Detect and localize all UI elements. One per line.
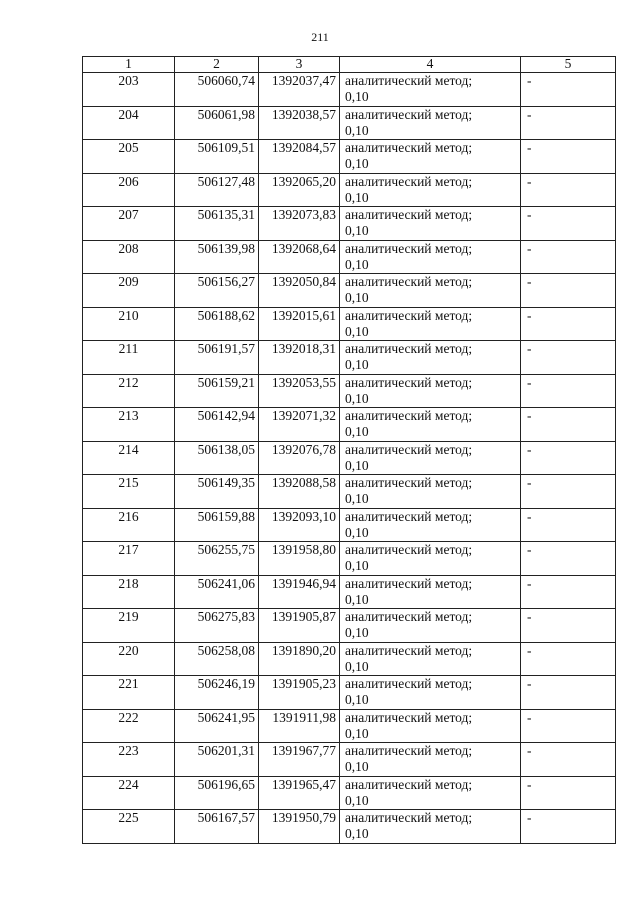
- precision-text: 0,10: [345, 658, 369, 674]
- x-coordinate-cell: 506258,08: [175, 642, 259, 676]
- precision-text: 0,10: [345, 189, 369, 205]
- x-coordinate-cell: 506275,83: [175, 609, 259, 643]
- y-coordinate-cell: 1392068,64: [259, 240, 340, 274]
- y-coordinate-cell: 1392065,20: [259, 173, 340, 207]
- method-cell: [340, 408, 521, 442]
- point-number-cell: 221: [83, 676, 175, 710]
- y-coordinate-cell: 1392050,84: [259, 274, 340, 308]
- method-cell: [340, 542, 521, 576]
- y-coordinate-cell: 1392018,31: [259, 341, 340, 375]
- precision-text: 0,10: [345, 725, 369, 741]
- x-coordinate-cell: 506196,65: [175, 776, 259, 810]
- note-cell: -: [521, 676, 616, 710]
- table-body: [83, 73, 616, 844]
- precision-text: 0,10: [345, 558, 369, 573]
- table-header: [83, 57, 616, 73]
- y-coordinate-cell: 1391890,20: [259, 642, 340, 676]
- y-coordinate-cell: 1392093,10: [259, 508, 340, 542]
- precision-text: 0,10: [345, 625, 369, 640]
- point-number-cell: 223: [83, 743, 175, 777]
- point-number-cell: 203: [83, 73, 175, 107]
- point-number-cell: 213: [83, 408, 175, 442]
- table-row: [83, 609, 616, 643]
- method-cell: [340, 106, 521, 140]
- y-coordinate-cell: 1391950,79: [259, 810, 340, 844]
- precision-text: 0,10: [345, 290, 369, 305]
- method-text: аналитический метод;: [345, 609, 473, 624]
- note-cell: -: [521, 810, 616, 844]
- x-coordinate-cell: 506191,57: [175, 341, 259, 375]
- table-row: [83, 508, 616, 542]
- point-number-cell: 205: [83, 140, 175, 174]
- note-cell: -: [521, 508, 616, 542]
- precision-text: 0,10: [345, 256, 369, 272]
- method-cell: [340, 173, 521, 207]
- method-cell: [340, 374, 521, 408]
- method-text: аналитический метод;: [345, 106, 473, 122]
- note-cell: -: [521, 609, 616, 643]
- method-text: аналитический метод;: [345, 542, 473, 557]
- note-cell: -: [521, 173, 616, 207]
- header-col-2: 2: [175, 57, 259, 73]
- method-cell: [340, 73, 521, 107]
- method-text: аналитический метод;: [345, 73, 473, 88]
- note-cell: -: [521, 776, 616, 810]
- method-text: аналитический метод;: [345, 441, 473, 457]
- method-cell: [340, 575, 521, 609]
- note-cell: -: [521, 575, 616, 609]
- note-cell: -: [521, 709, 616, 743]
- method-text: аналитический метод;: [345, 341, 473, 356]
- table-row: [83, 408, 616, 442]
- x-coordinate-cell: 506149,35: [175, 475, 259, 509]
- x-coordinate-cell: 506142,94: [175, 408, 259, 442]
- point-number-cell: 215: [83, 475, 175, 509]
- y-coordinate-cell: 1391905,23: [259, 676, 340, 710]
- precision-text: 0,10: [345, 390, 369, 406]
- method-cell: [340, 609, 521, 643]
- y-coordinate-cell: 1392088,58: [259, 475, 340, 509]
- table-row: [83, 676, 616, 710]
- method-cell: [340, 475, 521, 509]
- y-coordinate-cell: 1392073,83: [259, 207, 340, 241]
- y-coordinate-cell: 1391967,77: [259, 743, 340, 777]
- precision-text: 0,10: [345, 424, 369, 439]
- method-cell: [340, 274, 521, 308]
- note-cell: -: [521, 475, 616, 509]
- point-number-cell: 208: [83, 240, 175, 274]
- method-text: аналитический метод;: [345, 709, 473, 725]
- y-coordinate-cell: 1391911,98: [259, 709, 340, 743]
- x-coordinate-cell: 506188,62: [175, 307, 259, 341]
- point-number-cell: 222: [83, 709, 175, 743]
- method-text: аналитический метод;: [345, 575, 473, 591]
- x-coordinate-cell: 506167,57: [175, 810, 259, 844]
- method-cell: [340, 441, 521, 475]
- method-text: аналитический метод;: [345, 307, 473, 323]
- method-cell: [340, 240, 521, 274]
- method-text: аналитический метод;: [345, 274, 473, 289]
- method-text: аналитический метод;: [345, 374, 473, 390]
- table-row: [83, 542, 616, 576]
- table-row: [83, 642, 616, 676]
- method-cell: [340, 207, 521, 241]
- table-row: [83, 374, 616, 408]
- x-coordinate-cell: 506127,48: [175, 173, 259, 207]
- y-coordinate-cell: 1391965,47: [259, 776, 340, 810]
- table-row: [83, 307, 616, 341]
- table-row: [83, 709, 616, 743]
- method-text: аналитический метод;: [345, 475, 473, 490]
- table-row: [83, 73, 616, 107]
- point-number-cell: 225: [83, 810, 175, 844]
- note-cell: -: [521, 743, 616, 777]
- method-cell: [340, 743, 521, 777]
- x-coordinate-cell: 506201,31: [175, 743, 259, 777]
- table-row: [83, 140, 616, 174]
- point-number-cell: 217: [83, 542, 175, 576]
- x-coordinate-cell: 506241,95: [175, 709, 259, 743]
- point-number-cell: 211: [83, 341, 175, 375]
- method-cell: [340, 140, 521, 174]
- note-cell: -: [521, 140, 616, 174]
- table-row: [83, 240, 616, 274]
- table-row: [83, 207, 616, 241]
- note-cell: -: [521, 341, 616, 375]
- method-text: аналитический метод;: [345, 140, 473, 155]
- header-col-3: 3: [259, 57, 340, 73]
- x-coordinate-cell: 506156,27: [175, 274, 259, 308]
- x-coordinate-cell: 506159,21: [175, 374, 259, 408]
- x-coordinate-cell: 506138,05: [175, 441, 259, 475]
- note-cell: -: [521, 207, 616, 241]
- note-cell: -: [521, 274, 616, 308]
- precision-text: 0,10: [345, 491, 369, 506]
- method-cell: [340, 810, 521, 844]
- method-cell: [340, 642, 521, 676]
- x-coordinate-cell: 506241,06: [175, 575, 259, 609]
- table-row: [83, 575, 616, 609]
- header-col-5: 5: [521, 57, 616, 73]
- point-number-cell: 206: [83, 173, 175, 207]
- point-number-cell: 209: [83, 274, 175, 308]
- precision-text: 0,10: [345, 759, 369, 774]
- method-cell: [340, 709, 521, 743]
- table-row: [83, 173, 616, 207]
- table-row: [83, 475, 616, 509]
- y-coordinate-cell: 1392037,47: [259, 73, 340, 107]
- y-coordinate-cell: 1392053,55: [259, 374, 340, 408]
- y-coordinate-cell: 1392084,57: [259, 140, 340, 174]
- method-cell: [340, 776, 521, 810]
- x-coordinate-cell: 506061,98: [175, 106, 259, 140]
- point-number-cell: 210: [83, 307, 175, 341]
- table-row: [83, 106, 616, 140]
- method-text: аналитический метод;: [345, 810, 473, 825]
- method-text: аналитический метод;: [345, 207, 473, 222]
- table-row: [83, 341, 616, 375]
- y-coordinate-cell: 1391905,87: [259, 609, 340, 643]
- precision-text: 0,10: [345, 524, 369, 540]
- note-cell: -: [521, 542, 616, 576]
- point-number-cell: 204: [83, 106, 175, 140]
- x-coordinate-cell: 506109,51: [175, 140, 259, 174]
- precision-text: 0,10: [345, 223, 369, 238]
- method-text: аналитический метод;: [345, 776, 473, 792]
- method-cell: [340, 307, 521, 341]
- method-text: аналитический метод;: [345, 642, 473, 658]
- method-cell: [340, 341, 521, 375]
- precision-text: 0,10: [345, 591, 369, 607]
- method-cell: [340, 508, 521, 542]
- y-coordinate-cell: 1391958,80: [259, 542, 340, 576]
- method-text: аналитический метод;: [345, 240, 473, 256]
- note-cell: -: [521, 307, 616, 341]
- point-number-cell: 207: [83, 207, 175, 241]
- precision-text: 0,10: [345, 357, 369, 372]
- method-text: аналитический метод;: [345, 508, 473, 524]
- y-coordinate-cell: 1392071,32: [259, 408, 340, 442]
- coordinates-table: [82, 56, 616, 844]
- method-text: аналитический метод;: [345, 173, 473, 189]
- table-row: [83, 743, 616, 777]
- note-cell: -: [521, 374, 616, 408]
- table-row: [83, 441, 616, 475]
- note-cell: -: [521, 642, 616, 676]
- note-cell: -: [521, 106, 616, 140]
- method-text: аналитический метод;: [345, 676, 473, 691]
- method-text: аналитический метод;: [345, 743, 473, 758]
- y-coordinate-cell: 1392076,78: [259, 441, 340, 475]
- x-coordinate-cell: 506246,19: [175, 676, 259, 710]
- x-coordinate-cell: 506060,74: [175, 73, 259, 107]
- precision-text: 0,10: [345, 826, 369, 841]
- point-number-cell: 212: [83, 374, 175, 408]
- precision-text: 0,10: [345, 692, 369, 707]
- method-text: аналитический метод;: [345, 408, 473, 423]
- table-row: [83, 274, 616, 308]
- page-number: 211: [311, 30, 329, 44]
- point-number-cell: 220: [83, 642, 175, 676]
- note-cell: -: [521, 73, 616, 107]
- table-row: [83, 810, 616, 844]
- note-cell: -: [521, 240, 616, 274]
- precision-text: 0,10: [345, 156, 369, 171]
- header-row: [83, 57, 616, 73]
- y-coordinate-cell: 1391946,94: [259, 575, 340, 609]
- point-number-cell: 216: [83, 508, 175, 542]
- note-cell: -: [521, 441, 616, 475]
- precision-text: 0,10: [345, 457, 369, 473]
- x-coordinate-cell: 506135,31: [175, 207, 259, 241]
- method-cell: [340, 676, 521, 710]
- y-coordinate-cell: 1392015,61: [259, 307, 340, 341]
- point-number-cell: 219: [83, 609, 175, 643]
- point-number-cell: 218: [83, 575, 175, 609]
- precision-text: 0,10: [345, 323, 369, 339]
- x-coordinate-cell: 506139,98: [175, 240, 259, 274]
- precision-text: 0,10: [345, 89, 369, 104]
- table-row: [83, 776, 616, 810]
- precision-text: 0,10: [345, 792, 369, 808]
- y-coordinate-cell: 1392038,57: [259, 106, 340, 140]
- x-coordinate-cell: 506159,88: [175, 508, 259, 542]
- header-col-1: 1: [83, 57, 175, 73]
- precision-text: 0,10: [345, 122, 369, 138]
- note-cell: -: [521, 408, 616, 442]
- point-number-cell: 224: [83, 776, 175, 810]
- x-coordinate-cell: 506255,75: [175, 542, 259, 576]
- header-col-4: 4: [340, 57, 521, 73]
- point-number-cell: 214: [83, 441, 175, 475]
